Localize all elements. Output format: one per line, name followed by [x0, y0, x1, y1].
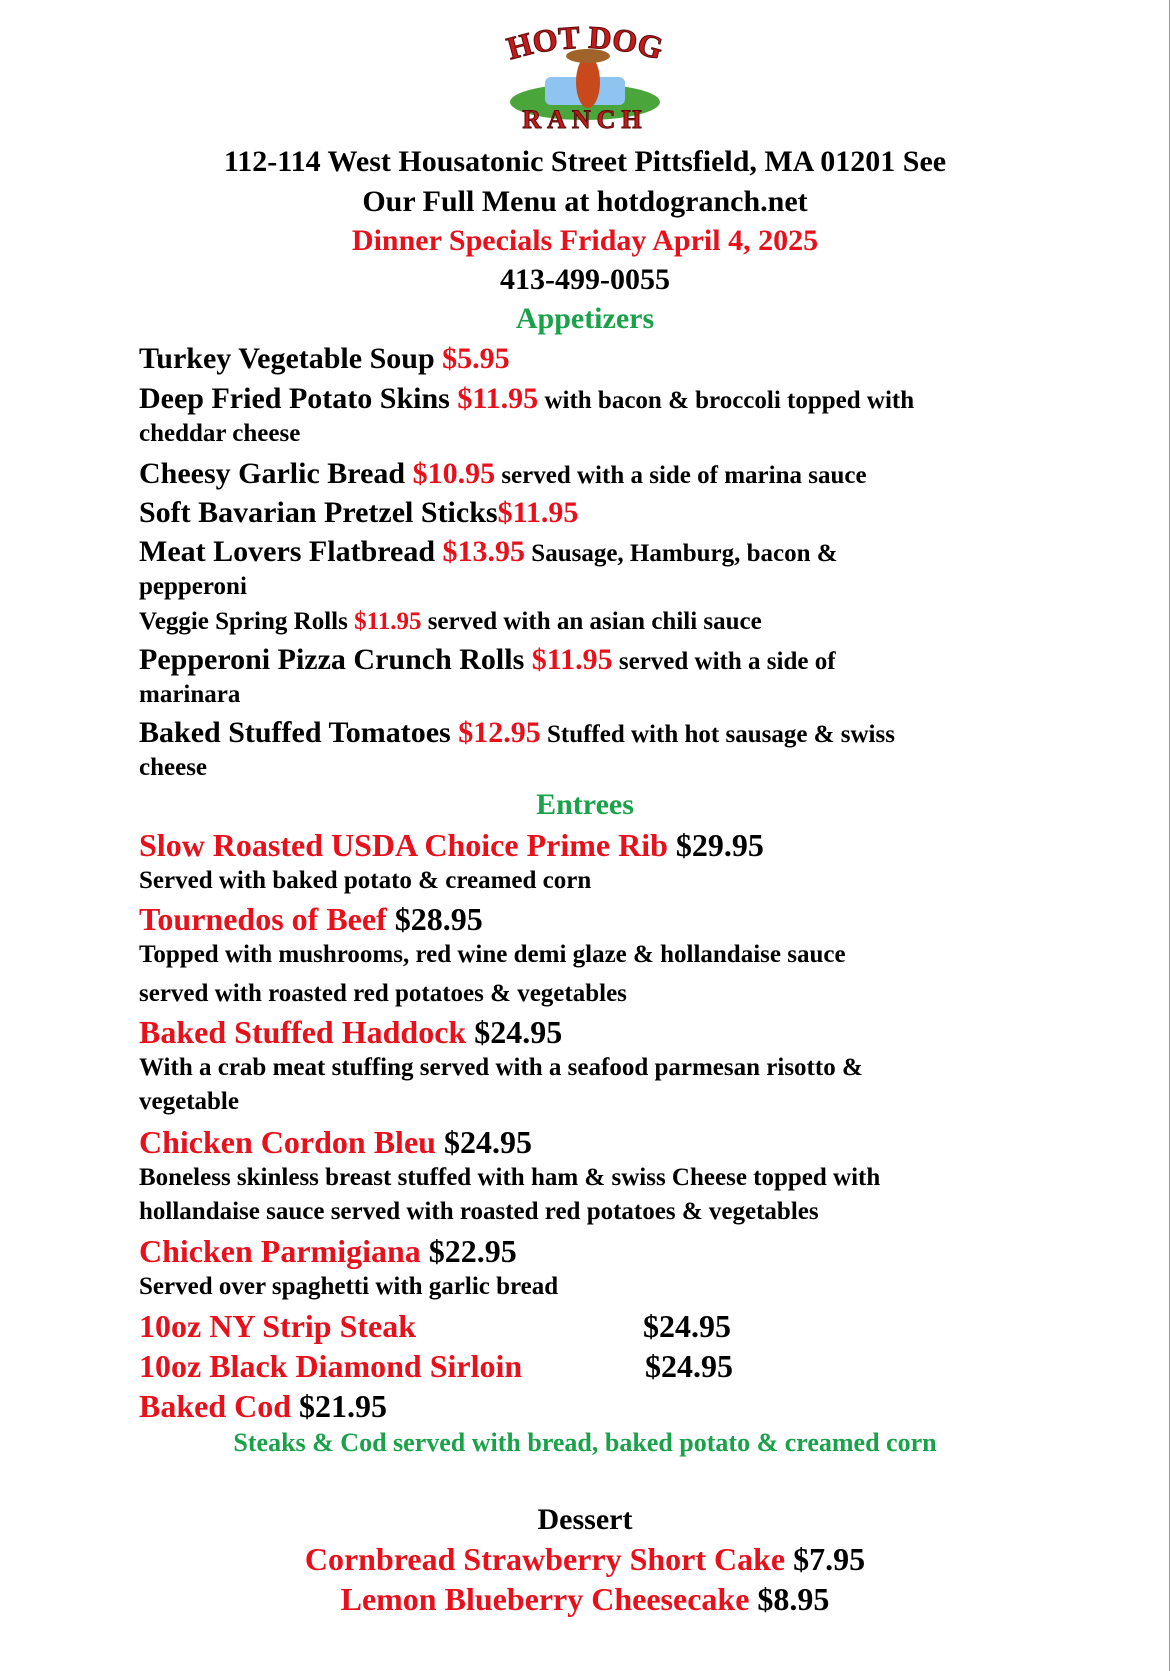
- item-description: with bacon & broccoli topped with: [538, 387, 915, 414]
- item-name: Chicken Cordon Bleu: [139, 1124, 444, 1160]
- item-price: $24.95: [443, 1124, 532, 1160]
- entree-item: [139, 827, 1039, 864]
- item-price: $12.95: [458, 716, 541, 749]
- item-name: Chicken Parmigiana: [139, 1233, 429, 1269]
- entree-item: [139, 1348, 1039, 1385]
- hot-dog-ranch-logo: [440, 22, 730, 134]
- appetizer-item: [139, 716, 1039, 750]
- item-price: $11.95: [497, 496, 579, 529]
- item-description: served with a side of marina sauce: [495, 462, 867, 489]
- item-price: $24.95: [474, 1014, 563, 1050]
- item-name: Deep Fried Potato Skins: [139, 382, 458, 415]
- hot-dog-character-icon: [576, 56, 600, 108]
- item-name: Turkey Vegetable Soup: [139, 342, 443, 375]
- item-name: Tournedos of Beef: [139, 901, 395, 937]
- appetizer-item: [139, 496, 1039, 530]
- item-price: $29.95: [675, 827, 764, 863]
- item-name: Meat Lovers Flatbread: [139, 535, 443, 568]
- item-name: Cornbread Strawberry Short Cake: [304, 1541, 794, 1577]
- item-description-continued: pepperoni: [139, 573, 247, 600]
- dessert-heading: Dessert: [537, 1503, 633, 1536]
- item-price: $11.95: [354, 608, 422, 635]
- item-name: Baked Stuffed Tomatoes: [139, 716, 459, 749]
- item-description: Sausage, Hamburg, bacon &: [525, 540, 838, 567]
- item-price: $24.95: [645, 1348, 733, 1384]
- entree-item: [139, 1388, 1039, 1425]
- item-name: Lemon Blueberry Cheesecake: [340, 1581, 758, 1617]
- item-price: $8.95: [757, 1581, 830, 1617]
- appetizers-heading: Appetizers: [515, 302, 655, 335]
- item-description-continued: cheddar cheese: [139, 420, 301, 447]
- entrees-note: Steaks & Cod served with bread, baked potato & creamed corn: [233, 1428, 937, 1457]
- item-description: With a crab meat stuffing served with a seafood parmesan risotto &: [139, 1054, 863, 1081]
- item-description: Stuffed with hot sausage & swiss: [540, 721, 895, 748]
- specials-title: Dinner Specials Friday April 4, 2025: [351, 224, 819, 257]
- item-description-continued: hollandaise sauce served with roasted red potatoes & vegetables: [139, 1198, 819, 1225]
- phone-number: 413-499-0055: [500, 263, 670, 296]
- address-line-2: Our Full Menu at hotdogranch.net: [362, 185, 808, 218]
- item-name: Baked Stuffed Haddock: [139, 1014, 475, 1050]
- entree-item: [139, 1124, 1039, 1161]
- item-description: served with an asian chili sauce: [421, 608, 762, 635]
- dessert-item: [0, 1541, 1170, 1578]
- appetizer-item: [139, 535, 1039, 569]
- item-price: $24.95: [643, 1308, 731, 1344]
- item-description: Topped with mushrooms, red wine demi glaze & hollandaise sauce: [139, 941, 846, 968]
- dessert-item: [0, 1581, 1170, 1618]
- entree-item: [139, 1233, 1039, 1270]
- appetizer-item: [139, 608, 1039, 636]
- entree-item: [139, 1014, 1039, 1051]
- item-description-continued: served with roasted red potatoes & vegetables: [139, 980, 627, 1007]
- entree-item: [139, 1308, 1039, 1345]
- item-name: 10oz NY Strip Steak: [139, 1308, 417, 1344]
- entrees-heading: Entrees: [536, 788, 634, 821]
- item-name: Pepperoni Pizza Crunch Rolls: [139, 643, 532, 676]
- item-description-continued: marinara: [139, 681, 241, 708]
- item-price: $7.95: [793, 1541, 866, 1577]
- item-price: $13.95: [442, 535, 526, 568]
- item-name: Baked Cod: [139, 1388, 300, 1424]
- appetizer-item: [139, 643, 1039, 677]
- item-name: Veggie Spring Rolls: [139, 608, 355, 635]
- entree-item: [139, 901, 1039, 938]
- item-name: Slow Roasted USDA Choice Prime Rib: [139, 827, 676, 863]
- item-description: Served with baked potato & creamed corn: [139, 867, 592, 894]
- logo-bottom-text: RANCH: [522, 105, 648, 134]
- item-price: $21.95: [299, 1388, 388, 1424]
- appetizer-item: [139, 382, 1039, 416]
- item-price: $5.95: [442, 342, 510, 375]
- item-name: Cheesy Garlic Bread: [139, 457, 413, 490]
- item-price: $11.95: [457, 382, 539, 415]
- item-description-continued: vegetable: [139, 1088, 239, 1115]
- item-description-continued: cheese: [139, 754, 208, 781]
- item-price: $11.95: [531, 643, 613, 676]
- appetizer-item: [139, 457, 1039, 491]
- item-price: $28.95: [394, 901, 483, 937]
- item-description: Served over spaghetti with garlic bread: [139, 1273, 559, 1300]
- item-name: Soft Bavarian Pretzel Sticks: [139, 496, 498, 529]
- address-line-1: 112-114 West Housatonic Street Pittsfield, MA 01201 See: [223, 145, 947, 178]
- appetizer-item: [139, 342, 1039, 376]
- item-description: Boneless skinless breast stuffed with ham & swiss Cheese topped with: [139, 1164, 881, 1191]
- item-description: served with a side of: [612, 648, 836, 675]
- item-name: 10oz Black Diamond Sirloin: [139, 1348, 523, 1384]
- logo-top-text: HOT DOG: [502, 22, 668, 67]
- item-price: $22.95: [428, 1233, 517, 1269]
- item-price: $10.95: [412, 457, 496, 490]
